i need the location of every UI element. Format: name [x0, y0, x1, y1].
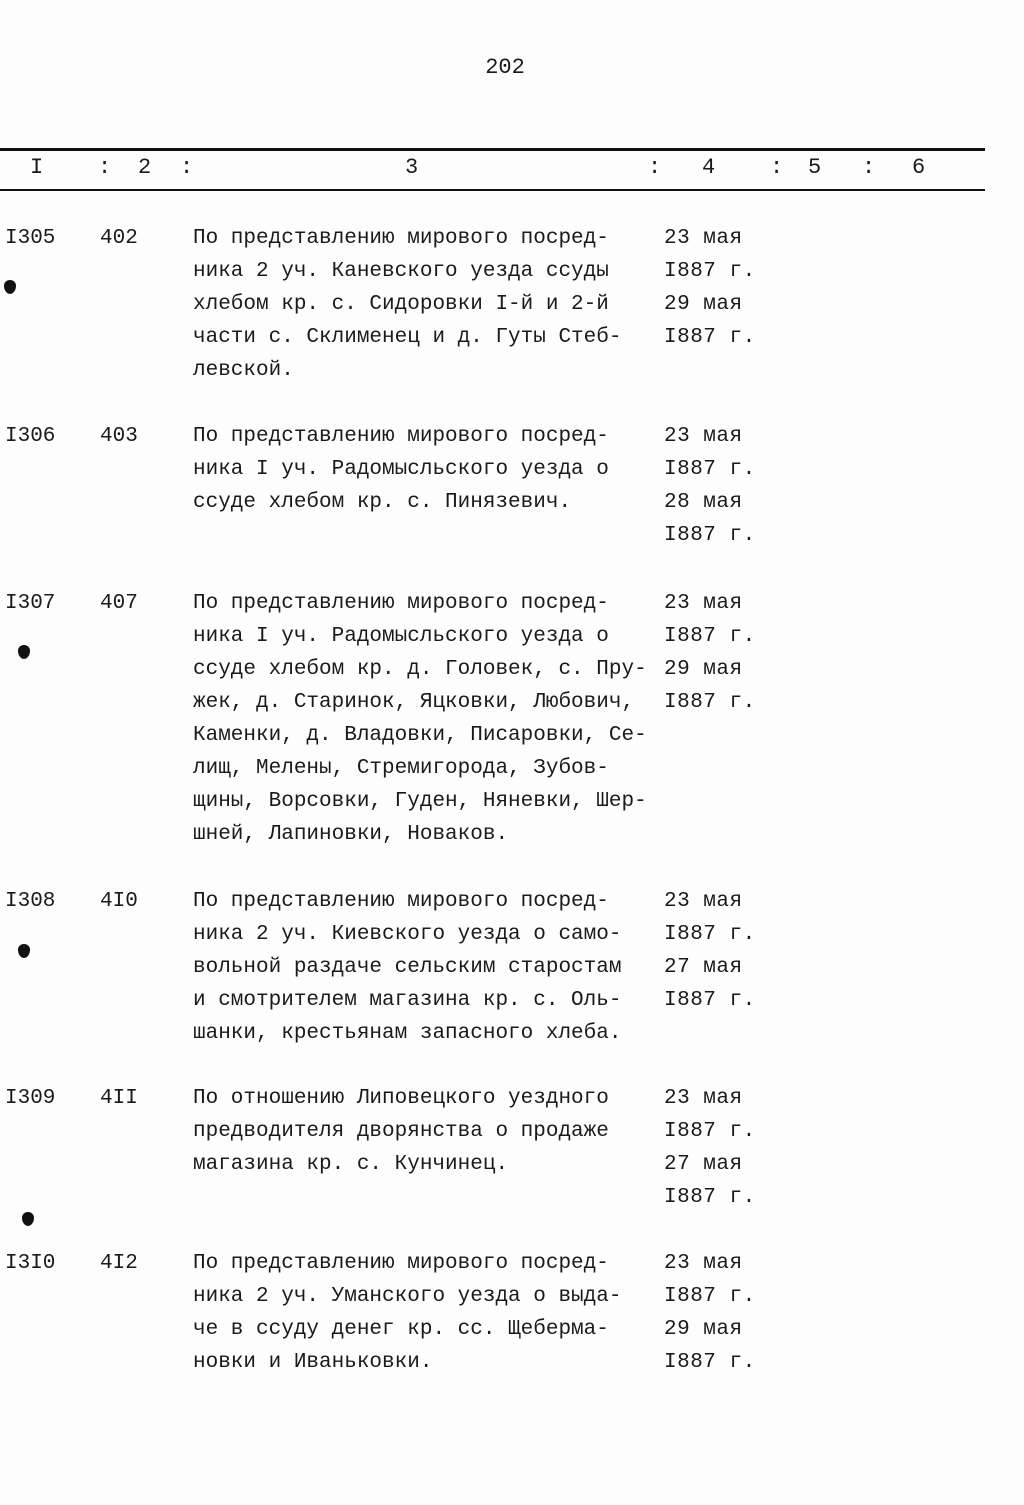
description-line: По представлению мирового посред- [193, 890, 609, 913]
description-line: магазина кр. с. Кунчинец. [193, 1153, 509, 1176]
record-dates [664, 1247, 784, 1379]
date-line: 29 мая [664, 1318, 743, 1341]
record-description [193, 1082, 655, 1181]
punch-mark-icon [4, 280, 16, 294]
date-line: I887 г. [664, 1186, 756, 1209]
header-col-3: 3 [405, 155, 419, 180]
date-line: I887 г. [664, 923, 756, 946]
description-line: По представлению мирового посред- [193, 1252, 609, 1275]
header-col-1: I [30, 155, 44, 180]
record-description [193, 587, 655, 851]
description-line: шанки, крестьянам запасного хлеба. [193, 1022, 622, 1045]
description-line: Каменки, д. Владовки, Писаровки, Се- [193, 724, 647, 747]
description-line: жек, д. Старинок, Яцковки, Любович, [193, 691, 635, 714]
date-line: 29 мая [664, 293, 743, 316]
header-col-6: 6 [912, 155, 926, 180]
date-line: I887 г. [664, 691, 756, 714]
date-line: 23 мая [664, 227, 743, 250]
record-dates [664, 885, 784, 1017]
date-line: I887 г. [664, 1351, 756, 1374]
description-line: ника 2 уч. Киевского уезда о само- [193, 923, 622, 946]
description-line: шней, Лапиновки, Новаков. [193, 823, 509, 846]
record-description [193, 885, 655, 1050]
date-line: 27 мая [664, 956, 743, 979]
header-col-4: 4 [702, 155, 716, 180]
record-number: I309 [5, 1087, 56, 1110]
date-line: I887 г. [664, 1285, 756, 1308]
header-sep: : [648, 155, 662, 180]
header-sep: : [98, 155, 112, 180]
header-sep: : [180, 155, 194, 180]
description-line: По представлению мирового посред- [193, 227, 609, 250]
description-line: левской. [193, 359, 294, 382]
description-line: ника 2 уч. Каневского уезда ссуды [193, 260, 609, 283]
table-header [0, 155, 985, 185]
punch-mark-icon [22, 1212, 34, 1226]
record-number: I307 [5, 592, 56, 615]
description-line: ссуде хлебом кр. с. Пинязевич. [193, 491, 572, 514]
record-dates [664, 1082, 784, 1214]
record-description [193, 1247, 655, 1379]
punch-mark-icon [18, 645, 30, 659]
description-line: ника 2 уч. Уманского уезда о выда- [193, 1285, 622, 1308]
date-line: 23 мая [664, 592, 743, 615]
case-number: 402 [100, 227, 138, 250]
description-line: новки и Иваньковки. [193, 1351, 433, 1374]
punch-mark-icon [18, 944, 30, 958]
header-sep: : [770, 155, 784, 180]
date-line: I887 г. [664, 458, 756, 481]
date-line: 28 мая [664, 491, 743, 514]
header-bottom-rule [0, 189, 985, 191]
record-dates [664, 222, 784, 354]
description-line: По представлению мирового посред- [193, 592, 609, 615]
description-line: хлебом кр. с. Сидоровки I-й и 2-й [193, 293, 609, 316]
record-number: I305 [5, 227, 56, 250]
description-line: предводителя дворянства о продаже [193, 1120, 609, 1143]
date-line: I887 г. [664, 326, 756, 349]
description-line: По отношению Липовецкого уездного [193, 1087, 609, 1110]
record-description [193, 222, 655, 387]
description-line: лищ, Мелены, Стремигорода, Зубов- [193, 757, 609, 780]
date-line: I887 г. [664, 524, 756, 547]
header-col-2: 2 [138, 155, 152, 180]
header-col-5: 5 [808, 155, 822, 180]
record-description [193, 420, 655, 519]
record-number: I308 [5, 890, 56, 913]
header-top-rule [0, 148, 985, 151]
date-line: 23 мая [664, 1252, 743, 1275]
header-sep: : [862, 155, 876, 180]
description-line: и смотрителем магазина кр. с. Оль- [193, 989, 622, 1012]
description-line: щины, Ворсовки, Гуден, Няневки, Шер- [193, 790, 647, 813]
description-line: вольной раздаче сельским старостам [193, 956, 622, 979]
case-number: 403 [100, 425, 138, 448]
date-line: 27 мая [664, 1153, 743, 1176]
date-line: I887 г. [664, 1120, 756, 1143]
date-line: 23 мая [664, 1087, 743, 1110]
date-line: I887 г. [664, 989, 756, 1012]
page-number: 202 [485, 55, 525, 80]
case-number: 4I0 [100, 890, 138, 913]
date-line: 29 мая [664, 658, 743, 681]
case-number: 407 [100, 592, 138, 615]
description-line: че в ссуду денег кр. сс. Щеберма- [193, 1318, 609, 1341]
case-number: 4I2 [100, 1252, 138, 1275]
record-number: I306 [5, 425, 56, 448]
record-dates [664, 420, 784, 552]
date-line: 23 мая [664, 425, 743, 448]
description-line: По представлению мирового посред- [193, 425, 609, 448]
description-line: ника I уч. Радомысльского уезда о [193, 625, 609, 648]
date-line: 23 мая [664, 890, 743, 913]
description-line: части с. Склименец и д. Гуты Стеб- [193, 326, 622, 349]
record-dates [664, 587, 784, 719]
description-line: ника I уч. Радомысльского уезда о [193, 458, 609, 481]
case-number: 4II [100, 1087, 138, 1110]
record-number: I3I0 [5, 1252, 56, 1275]
date-line: I887 г. [664, 625, 756, 648]
date-line: I887 г. [664, 260, 756, 283]
description-line: ссуде хлебом кр. д. Головек, с. Пру- [193, 658, 647, 681]
